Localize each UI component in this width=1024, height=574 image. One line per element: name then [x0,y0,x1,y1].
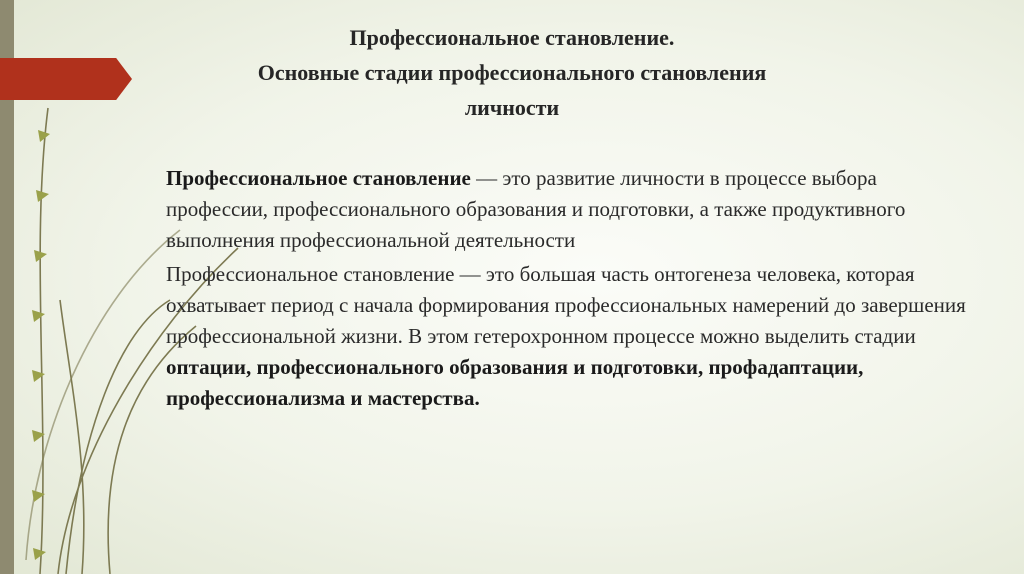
title-line-1: Профессиональное становление. [349,25,675,50]
definition-term: Профессиональное становление [166,166,471,190]
slide-title [180,20,844,125]
title-line-2: Основные стадии профессионального становления [257,60,767,85]
stages-list: оптации, профессионального образования и подготовки, профадаптации, профессионализма и мастерства. [166,355,864,410]
title-line-3: личности [464,95,560,120]
stages-intro-text: Профессиональное становление — это большая часть онтогенеза человека, которая охватывает период с начала формирования профессиональных намерений до завершения профессиональной жизни. В этом гетерохронном процессе можно выделить стадии [166,262,966,348]
slide-body [166,163,966,414]
definition-paragraph [166,163,966,256]
definition-text: — это развитие личности в процессе выбора профессии, профессионального образования и подготовки, а также продуктивного выполнения профессиональной деятельности [166,166,906,252]
stages-paragraph [166,259,966,414]
